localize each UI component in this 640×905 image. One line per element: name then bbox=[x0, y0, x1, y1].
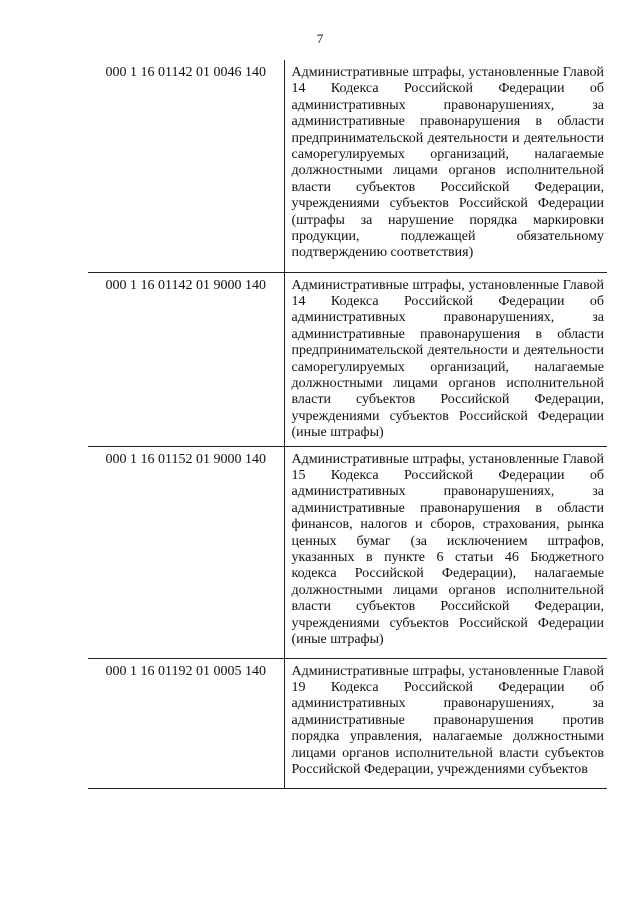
budget-code-cell: 000 1 16 01142 01 0046 140 bbox=[88, 60, 284, 272]
description-cell: Административные штрафы, установленные Главой 14 Кодекса Российской Федерации об административных правонарушениях, за административные правонарушения в области предпринимательской деятельности и деятельности саморегулируемых организаций, налагаемые должностными лицами органов исполнительной власти субъектов Российской Федерации, учреждениями субъектов Российской Федерации (иные штрафы) bbox=[291, 277, 604, 441]
table-row bbox=[88, 60, 607, 272]
table-row bbox=[88, 658, 607, 788]
description-cell: Административные штрафы, установленные Главой 14 Кодекса Российской Федерации об административных правонарушениях, за административные правонарушения в области предпринимательской деятельности и деятельности саморегулируемых организаций, налагаемые должностными лицами органов исполнительной власти субъектов Российской Федерации, учреждениями субъектов Российской Федерации (штрафы за нарушение порядка маркировки продукции, подлежащей обязательному подтверждению соответствия) bbox=[291, 65, 604, 261]
budget-code-cell: 000 1 16 01142 01 9000 140 bbox=[88, 272, 284, 446]
table-row bbox=[88, 272, 607, 446]
budget-code-cell: 000 1 16 01152 01 9000 140 bbox=[88, 446, 284, 658]
page-number: 7 bbox=[316, 31, 324, 46]
description-cell: Административные штрафы, установленные Главой 19 Кодекса Российской Федерации об административных правонарушениях, за административные правонарушения против порядка управления, налагаемые должностными лицами органов исполнительной власти субъектов Российской Федерации, учреждениями субъектов bbox=[291, 663, 604, 777]
table-row bbox=[88, 446, 607, 658]
budget-code-cell: 000 1 16 01192 01 0005 140 bbox=[88, 658, 284, 788]
description-cell: Административные штрафы, установленные Главой 15 Кодекса Российской Федерации об административных правонарушениях, за административные правонарушения в области финансов, налогов и сборов, страхования, рынка ценных бумаг (за исключением штрафов, указанных в пункте 6 статьи 46 Бюджетного кодекса Российской Федерации), налагаемые должностными лицами органов исполнительной власти субъектов Российской Федерации, учреждениями субъектов Российской Федерации (иные штрафы) bbox=[291, 451, 604, 648]
revenue-codes-table bbox=[88, 60, 607, 789]
